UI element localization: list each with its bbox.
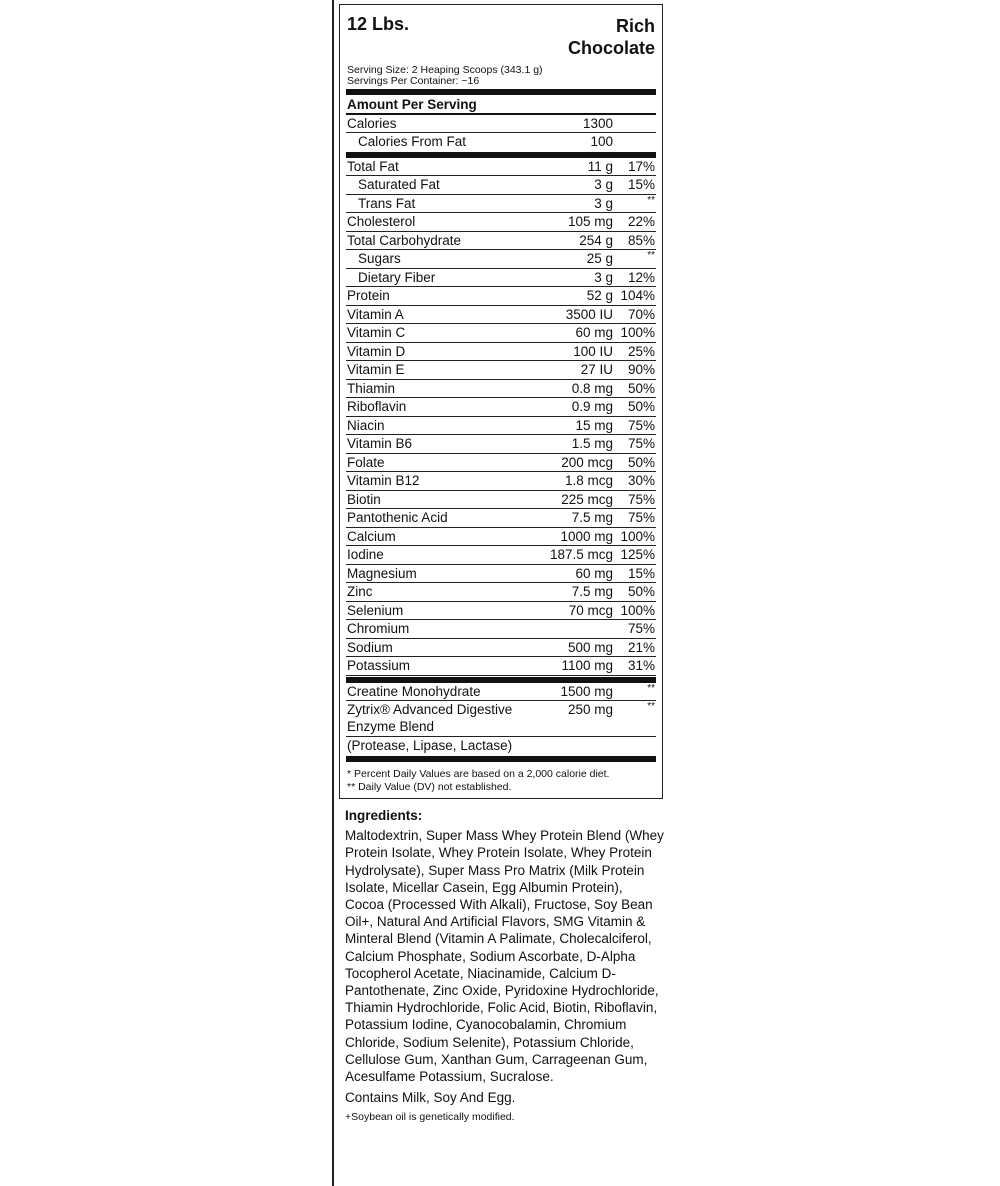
ingredients-heading: Ingredients: xyxy=(345,808,423,823)
product-flavor xyxy=(568,15,655,59)
nutrient-name xyxy=(347,701,512,735)
nutrient-amount: 1100 mg xyxy=(561,658,613,673)
nutrient-row xyxy=(346,380,656,399)
nutrient-name: Vitamin E xyxy=(347,362,405,377)
nutrient-row xyxy=(346,250,656,269)
calories-from-fat-label: Calories From Fat xyxy=(358,134,467,149)
nutrient-name: Vitamin D xyxy=(347,343,406,359)
nutrient-row xyxy=(346,620,656,639)
nutrient-dv: 125% xyxy=(620,547,655,562)
calories-row xyxy=(346,115,656,134)
nutrient-amount: 25 g xyxy=(586,251,613,266)
nutrient-row xyxy=(346,509,656,528)
nutrient-name: Vitamin A xyxy=(347,306,404,322)
nutrient-name: Cholesterol xyxy=(347,214,416,229)
nutrient-name: Chromium xyxy=(347,621,410,636)
nutrient-row xyxy=(346,361,656,380)
nutrient-row xyxy=(346,583,656,602)
footnote-dv-not-established: ** Daily Value (DV) not established. xyxy=(347,780,512,793)
nutrient-row xyxy=(346,343,656,362)
nutrient-dv: 21% xyxy=(627,639,655,655)
nutrient-amount: 254 g xyxy=(579,232,613,248)
enzyme-name-line-2: Enzyme Blend xyxy=(347,719,435,734)
nutrient-row xyxy=(346,232,656,251)
nutrient-amount: 27 IU xyxy=(580,362,613,377)
nutrient-row xyxy=(346,546,656,565)
nutrient-amount: 3500 IU xyxy=(565,306,613,322)
nutrient-amount: 1.5 mg xyxy=(571,436,613,451)
nutrient-amount: 1500 mg xyxy=(560,683,613,699)
nutrient-name: Pantothenic Acid xyxy=(347,510,448,525)
nutrient-row xyxy=(346,213,656,232)
calories-from-fat-row xyxy=(346,133,656,152)
nutrient-name: Trans Fat xyxy=(358,195,416,211)
nutrient-amount: 1.8 mcg xyxy=(564,473,613,488)
footnotes xyxy=(347,768,655,794)
nutrient-amount: 3 g xyxy=(594,177,613,192)
amount-per-serving-heading: Amount Per Serving xyxy=(347,97,477,112)
nutrient-amount: 500 mg xyxy=(567,639,613,655)
nutrient-name: Sodium xyxy=(347,639,393,655)
nutrient-amount: 60 mg xyxy=(575,565,613,581)
nutrient-name: Total Fat xyxy=(347,158,399,174)
nutrient-name: Thiamin xyxy=(347,380,396,396)
nutrient-dv: 75% xyxy=(627,510,655,525)
nutrient-name: Total Carbohydrate xyxy=(347,232,462,248)
nutrient-name: Biotin xyxy=(347,491,381,507)
nutrient-row xyxy=(346,269,656,288)
servings-per-container: Servings Per Container: ~16 xyxy=(347,75,480,87)
nutrient-name: Vitamin C xyxy=(347,325,406,340)
nutrient-amount: 105 mg xyxy=(567,214,613,229)
nutrient-dv: 75% xyxy=(627,417,655,433)
nutrient-dv: ** xyxy=(647,250,655,261)
nutrient-dv: 50% xyxy=(627,380,655,396)
flavor-line-2: Chocolate xyxy=(567,38,655,58)
nutrient-name: Dietary Fiber xyxy=(358,269,436,285)
nutrient-dv: 75% xyxy=(627,436,655,451)
nutrient-amount: 7.5 mg xyxy=(571,584,613,599)
nutrient-dv: 50% xyxy=(627,454,655,470)
nutrient-dv: 17% xyxy=(627,158,655,174)
nutrient-dv: 70% xyxy=(627,306,655,322)
nutrient-amount: 60 mg xyxy=(575,325,613,340)
nutrient-amount: 187.5 mcg xyxy=(549,547,613,562)
nutrient-row xyxy=(346,158,656,177)
nutrient-dv: 50% xyxy=(627,399,655,414)
nutrient-list xyxy=(340,158,662,676)
nutrient-name: Potassium xyxy=(347,658,411,673)
calories-from-fat-value: 100 xyxy=(590,134,613,149)
nutrient-row xyxy=(346,287,656,306)
enzyme-subtext: (Protease, Lipase, Lactase) xyxy=(347,738,513,753)
nutrient-name: Vitamin B12 xyxy=(347,473,420,488)
nutrient-dv: 30% xyxy=(627,473,655,488)
nutrient-name: Iodine xyxy=(347,547,384,562)
nutrient-row xyxy=(346,435,656,454)
nutrient-name: Niacin xyxy=(347,417,385,433)
creatine-row xyxy=(346,683,656,702)
nutrient-dv: ** xyxy=(647,682,655,694)
ingredients-section xyxy=(345,807,665,1127)
nutrient-dv: 15% xyxy=(627,177,655,192)
serving-size: Serving Size: 2 Heaping Scoops (343.1 g) xyxy=(347,64,543,76)
calories-label: Calories xyxy=(347,115,397,131)
nutrient-name: Folate xyxy=(347,454,385,470)
nutrient-row xyxy=(346,324,656,343)
nutrient-dv: 25% xyxy=(627,343,655,359)
nutrient-amount: 225 mcg xyxy=(561,491,613,507)
nutrient-name: Riboflavin xyxy=(347,399,407,414)
nutrient-row xyxy=(346,306,656,325)
nutrient-dv: ** xyxy=(647,701,655,712)
label-header xyxy=(340,5,662,65)
nutrient-amount: 250 mg xyxy=(567,702,613,717)
nutrient-dv: 12% xyxy=(627,269,655,285)
calories-value: 1300 xyxy=(582,115,613,131)
nutrient-amount: 200 mcg xyxy=(561,454,613,470)
nutrient-dv: 31% xyxy=(627,658,655,673)
nutrient-dv: 15% xyxy=(627,565,655,581)
nutrient-amount: 52 g xyxy=(586,288,613,303)
flavor-line-1: Rich xyxy=(615,16,655,36)
page-divider-line xyxy=(332,0,334,1186)
nutrient-dv: 85% xyxy=(627,232,655,248)
nutrient-row xyxy=(346,398,656,417)
nutrient-name: Saturated Fat xyxy=(358,177,440,192)
nutrient-amount: 1000 mg xyxy=(560,528,613,544)
thick-rule xyxy=(346,756,656,762)
nutrient-amount: 3 g xyxy=(594,195,613,211)
enzyme-name-line-1: Zytrix® Advanced Digestive xyxy=(347,702,513,717)
nutrient-row xyxy=(346,602,656,621)
nutrient-row xyxy=(346,639,656,658)
nutrient-amount: 0.9 mg xyxy=(571,399,613,414)
nutrient-name: Calcium xyxy=(347,528,396,544)
nutrient-dv: 100% xyxy=(620,602,655,618)
thick-rule xyxy=(346,89,656,95)
nutrient-row xyxy=(346,528,656,547)
nutrient-amount: 15 mg xyxy=(575,417,613,433)
nutrient-row xyxy=(346,195,656,214)
nutrient-row xyxy=(346,417,656,436)
nutrient-dv: 75% xyxy=(627,621,655,636)
nutrient-row xyxy=(346,176,656,195)
nutrient-dv: 22% xyxy=(627,214,655,229)
nutrient-name: Selenium xyxy=(347,602,404,618)
nutrient-amount: 70 mcg xyxy=(568,602,613,618)
nutrient-dv: 100% xyxy=(620,325,655,340)
nutrient-dv: 75% xyxy=(627,491,655,507)
nutrient-name: Protein xyxy=(347,288,390,303)
ingredients-text: Maltodextrin, Super Mass Whey Protein Blend (Whey Protein Isolate, Whey Protein Isolate, Whey Protein Hydrolysate), Super Mass Pro Matrix (Milk Protein Isolate, Micellar Casein, Egg Albumin Protein), Cocoa (Processed With Alkali), Fructose, Soy Bean Oil+, Natural And Artificial Flavors, SMG Vitamin & Minteral Blend (Vitamin A Palimate, Cholecalciferol, Calcium Phosphate, Sodium Ascorbate, D-Alpha Tocopherol Acetate, Niacinamide, Calcium D-Pantothenate, Zinc Oxide, Pyridoxine Hydrochloride, Thiamin Hydrochloride, Folic Acid, Biotin, Riboflavin, Potassium Iodine, Cyanocobalamin, Chromium Chloride, Sodium Selenite), Potassium Chloride, Cellulose Gum, Xanthan Gum, Carrageenan Gum, Acesulfame Potassium, Sucralose. xyxy=(345,828,664,1085)
nutrient-row xyxy=(346,472,656,491)
nutrient-name: Vitamin B6 xyxy=(347,436,413,451)
nutrient-amount: 3 g xyxy=(594,269,613,285)
allergen-statement: Contains Milk, Soy And Egg. xyxy=(345,1090,516,1106)
enzyme-blend-row xyxy=(346,701,656,737)
nutrient-row xyxy=(346,657,656,676)
nutrient-amount: 100 IU xyxy=(573,343,613,359)
nutrient-name: Zinc xyxy=(347,584,373,599)
nutrient-dv: 100% xyxy=(620,528,655,544)
product-weight: 12 Lbs. xyxy=(347,14,410,34)
enzyme-subtext-row xyxy=(346,737,656,756)
nutrient-amount: 0.8 mg xyxy=(571,380,613,396)
gmo-note: +Soybean oil is genetically modified. xyxy=(345,1111,515,1124)
nutrition-facts-panel xyxy=(339,4,663,799)
footnote-daily-values: * Percent Daily Values are based on a 2,000 calorie diet. xyxy=(347,767,610,780)
nutrient-row xyxy=(346,454,656,473)
nutrient-row xyxy=(346,565,656,584)
nutrient-name: Magnesium xyxy=(347,565,417,581)
nutrient-name: Sugars xyxy=(358,251,401,266)
nutrient-row xyxy=(346,491,656,510)
nutrient-name: Creatine Monohydrate xyxy=(347,683,481,699)
nutrient-dv: 50% xyxy=(627,584,655,599)
nutrient-amount: 11 g xyxy=(587,158,613,174)
nutrient-dv: 90% xyxy=(627,362,655,377)
nutrient-amount: 7.5 mg xyxy=(571,510,613,525)
nutrient-dv: 104% xyxy=(620,288,655,303)
nutrient-dv: ** xyxy=(647,194,655,206)
